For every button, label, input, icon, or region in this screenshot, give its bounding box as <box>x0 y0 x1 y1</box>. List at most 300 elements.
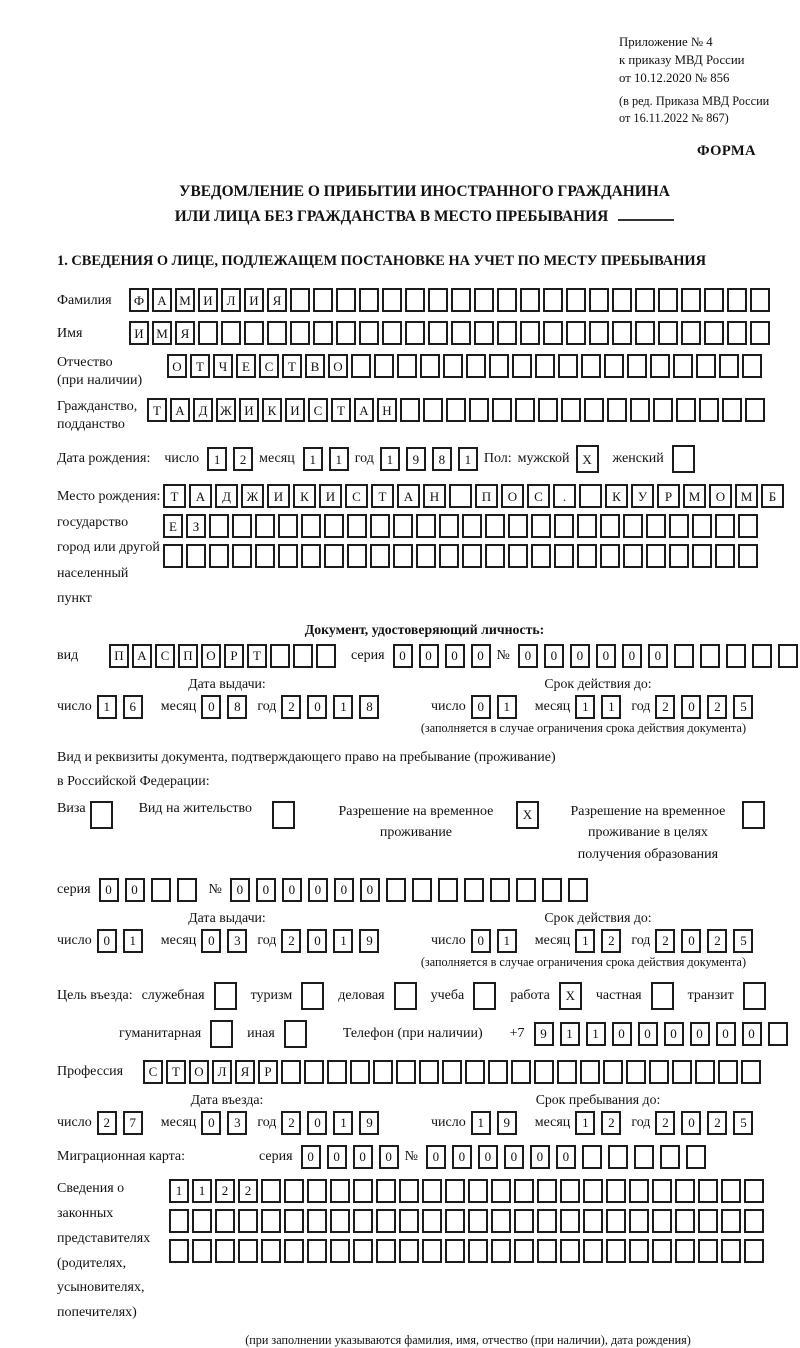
char-cell[interactable]: 1 <box>333 695 353 719</box>
char-cell[interactable] <box>719 354 739 378</box>
char-cell[interactable]: 2 <box>707 1111 727 1135</box>
char-cell[interactable]: 2 <box>97 1111 117 1135</box>
char-cell[interactable] <box>727 321 747 345</box>
char-cell[interactable] <box>330 1239 350 1263</box>
char-cell[interactable] <box>752 644 772 668</box>
char-cell[interactable] <box>497 288 517 312</box>
char-cell[interactable] <box>623 544 643 568</box>
char-cell[interactable] <box>451 288 471 312</box>
char-cell[interactable] <box>244 321 264 345</box>
char-cell[interactable] <box>290 288 310 312</box>
char-cell[interactable] <box>400 398 420 422</box>
char-cell[interactable] <box>347 514 367 538</box>
char-cell[interactable] <box>473 982 496 1010</box>
char-cell[interactable]: 1 <box>192 1179 212 1203</box>
char-cell[interactable]: 1 <box>123 929 143 953</box>
char-cell[interactable]: 0 <box>556 1145 576 1169</box>
char-cell[interactable]: 0 <box>97 929 117 953</box>
char-cell[interactable] <box>399 1239 419 1263</box>
char-cell[interactable]: 1 <box>380 447 400 471</box>
char-cell[interactable] <box>209 544 229 568</box>
char-cell[interactable] <box>726 644 746 668</box>
char-cell[interactable] <box>511 1060 531 1084</box>
char-cell[interactable]: 0 <box>353 1145 373 1169</box>
char-cell[interactable] <box>347 544 367 568</box>
char-cell[interactable] <box>192 1209 212 1233</box>
char-cell[interactable] <box>497 321 517 345</box>
char-cell[interactable] <box>554 514 574 538</box>
char-cell[interactable] <box>374 354 394 378</box>
char-cell[interactable]: 2 <box>707 695 727 719</box>
char-cell[interactable] <box>512 354 532 378</box>
char-cell[interactable] <box>428 321 448 345</box>
char-cell[interactable] <box>560 1209 580 1233</box>
char-cell[interactable]: . <box>553 484 576 508</box>
char-cell[interactable]: 0 <box>638 1022 658 1046</box>
char-cell[interactable]: X <box>559 982 582 1010</box>
char-cell[interactable] <box>442 1060 462 1084</box>
char-cell[interactable]: 2 <box>281 1111 301 1135</box>
char-cell[interactable] <box>464 878 484 902</box>
char-cell[interactable] <box>281 1060 301 1084</box>
char-cell[interactable] <box>169 1239 189 1263</box>
char-cell[interactable] <box>583 1239 603 1263</box>
char-cell[interactable]: 0 <box>125 878 145 902</box>
char-cell[interactable] <box>405 288 425 312</box>
char-cell[interactable]: 9 <box>406 447 426 471</box>
char-cell[interactable]: П <box>109 644 129 668</box>
char-cell[interactable]: 3 <box>227 929 247 953</box>
char-cell[interactable] <box>568 878 588 902</box>
char-cell[interactable]: 0 <box>471 929 491 953</box>
char-cell[interactable] <box>580 1060 600 1084</box>
char-cell[interactable] <box>704 288 724 312</box>
char-cell[interactable] <box>514 1179 534 1203</box>
char-cell[interactable] <box>169 1209 189 1233</box>
char-cell[interactable] <box>445 1179 465 1203</box>
char-cell[interactable]: Н <box>377 398 397 422</box>
char-cell[interactable] <box>270 644 290 668</box>
char-cell[interactable] <box>675 1179 695 1203</box>
char-cell[interactable]: Т <box>371 484 394 508</box>
char-cell[interactable]: И <box>267 484 290 508</box>
char-cell[interactable] <box>468 1239 488 1263</box>
char-cell[interactable]: Я <box>175 321 195 345</box>
char-cell[interactable] <box>589 288 609 312</box>
char-cell[interactable]: А <box>170 398 190 422</box>
char-cell[interactable] <box>750 288 770 312</box>
char-cell[interactable]: 1 <box>560 1022 580 1046</box>
char-cell[interactable] <box>741 1060 761 1084</box>
char-cell[interactable] <box>603 1060 623 1084</box>
char-cell[interactable] <box>419 1060 439 1084</box>
char-cell[interactable]: М <box>175 288 195 312</box>
char-cell[interactable] <box>635 321 655 345</box>
char-cell[interactable]: С <box>143 1060 163 1084</box>
char-cell[interactable] <box>324 544 344 568</box>
char-cell[interactable]: 0 <box>742 1022 762 1046</box>
char-cell[interactable] <box>560 1179 580 1203</box>
char-cell[interactable] <box>462 514 482 538</box>
char-cell[interactable]: Ж <box>241 484 264 508</box>
char-cell[interactable] <box>508 514 528 538</box>
char-cell[interactable]: О <box>328 354 348 378</box>
char-cell[interactable] <box>698 1239 718 1263</box>
char-cell[interactable]: Т <box>247 644 267 668</box>
char-cell[interactable]: 0 <box>99 878 119 902</box>
char-cell[interactable] <box>561 398 581 422</box>
char-cell[interactable] <box>284 1239 304 1263</box>
char-cell[interactable] <box>416 544 436 568</box>
char-cell[interactable]: М <box>683 484 706 508</box>
char-cell[interactable] <box>675 1209 695 1233</box>
char-cell[interactable]: 5 <box>733 1111 753 1135</box>
char-cell[interactable] <box>485 514 505 538</box>
char-cell[interactable] <box>516 878 536 902</box>
char-cell[interactable] <box>278 544 298 568</box>
char-cell[interactable]: 0 <box>518 644 538 668</box>
char-cell[interactable] <box>491 1239 511 1263</box>
char-cell[interactable] <box>646 514 666 538</box>
char-cell[interactable] <box>399 1209 419 1233</box>
char-cell[interactable]: 0 <box>301 1145 321 1169</box>
char-cell[interactable]: 0 <box>716 1022 736 1046</box>
char-cell[interactable] <box>209 514 229 538</box>
char-cell[interactable]: К <box>293 484 316 508</box>
char-cell[interactable]: 0 <box>478 1145 498 1169</box>
char-cell[interactable] <box>583 1209 603 1233</box>
char-cell[interactable] <box>445 1239 465 1263</box>
char-cell[interactable] <box>394 982 417 1010</box>
char-cell[interactable] <box>508 544 528 568</box>
char-cell[interactable] <box>445 1209 465 1233</box>
char-cell[interactable]: 0 <box>282 878 302 902</box>
char-cell[interactable] <box>313 321 333 345</box>
char-cell[interactable] <box>386 878 406 902</box>
char-cell[interactable] <box>353 1179 373 1203</box>
char-cell[interactable] <box>635 288 655 312</box>
char-cell[interactable] <box>634 1145 654 1169</box>
char-cell[interactable] <box>491 1209 511 1233</box>
char-cell[interactable] <box>301 982 324 1010</box>
char-cell[interactable]: 1 <box>575 929 595 953</box>
char-cell[interactable] <box>293 644 313 668</box>
char-cell[interactable]: П <box>178 644 198 668</box>
char-cell[interactable] <box>316 644 336 668</box>
char-cell[interactable] <box>750 321 770 345</box>
char-cell[interactable] <box>423 398 443 422</box>
char-cell[interactable] <box>177 878 197 902</box>
char-cell[interactable]: 2 <box>281 929 301 953</box>
char-cell[interactable]: Т <box>163 484 186 508</box>
char-cell[interactable] <box>382 288 402 312</box>
char-cell[interactable]: С <box>259 354 279 378</box>
char-cell[interactable] <box>443 354 463 378</box>
char-cell[interactable]: 0 <box>596 644 616 668</box>
char-cell[interactable] <box>351 354 371 378</box>
char-cell[interactable]: Л <box>212 1060 232 1084</box>
char-cell[interactable]: Р <box>258 1060 278 1084</box>
char-cell[interactable] <box>261 1179 281 1203</box>
char-cell[interactable]: 1 <box>497 695 517 719</box>
char-cell[interactable] <box>359 288 379 312</box>
char-cell[interactable] <box>278 514 298 538</box>
char-cell[interactable] <box>600 514 620 538</box>
char-cell[interactable]: 3 <box>227 1111 247 1135</box>
char-cell[interactable]: З <box>186 514 206 538</box>
char-cell[interactable] <box>743 982 766 1010</box>
char-cell[interactable]: 8 <box>227 695 247 719</box>
char-cell[interactable] <box>330 1209 350 1233</box>
char-cell[interactable] <box>744 1209 764 1233</box>
char-cell[interactable] <box>301 544 321 568</box>
char-cell[interactable] <box>660 1145 680 1169</box>
char-cell[interactable]: 0 <box>648 644 668 668</box>
char-cell[interactable]: 1 <box>329 447 349 471</box>
char-cell[interactable]: 0 <box>256 878 276 902</box>
char-cell[interactable] <box>692 514 712 538</box>
char-cell[interactable] <box>577 514 597 538</box>
char-cell[interactable] <box>336 321 356 345</box>
char-cell[interactable]: 1 <box>575 1111 595 1135</box>
char-cell[interactable] <box>537 1179 557 1203</box>
char-cell[interactable] <box>438 878 458 902</box>
char-cell[interactable] <box>393 514 413 538</box>
char-cell[interactable] <box>261 1209 281 1233</box>
char-cell[interactable] <box>376 1239 396 1263</box>
char-cell[interactable]: 0 <box>334 878 354 902</box>
char-cell[interactable] <box>462 544 482 568</box>
char-cell[interactable]: М <box>735 484 758 508</box>
char-cell[interactable]: 0 <box>544 644 564 668</box>
char-cell[interactable]: 1 <box>575 695 595 719</box>
char-cell[interactable]: О <box>167 354 187 378</box>
char-cell[interactable] <box>198 321 218 345</box>
char-cell[interactable] <box>738 544 758 568</box>
char-cell[interactable]: И <box>319 484 342 508</box>
char-cell[interactable]: 0 <box>530 1145 550 1169</box>
char-cell[interactable] <box>700 644 720 668</box>
char-cell[interactable] <box>744 1239 764 1263</box>
char-cell[interactable]: 0 <box>452 1145 472 1169</box>
char-cell[interactable] <box>681 321 701 345</box>
char-cell[interactable] <box>612 321 632 345</box>
char-cell[interactable]: 9 <box>534 1022 554 1046</box>
char-cell[interactable] <box>589 321 609 345</box>
char-cell[interactable] <box>255 514 275 538</box>
char-cell[interactable] <box>606 1239 626 1263</box>
char-cell[interactable] <box>658 288 678 312</box>
char-cell[interactable] <box>373 1060 393 1084</box>
char-cell[interactable] <box>353 1239 373 1263</box>
char-cell[interactable] <box>742 801 765 829</box>
char-cell[interactable] <box>336 288 356 312</box>
char-cell[interactable] <box>538 398 558 422</box>
char-cell[interactable] <box>370 544 390 568</box>
char-cell[interactable] <box>557 1060 577 1084</box>
char-cell[interactable]: 2 <box>233 447 253 471</box>
char-cell[interactable]: 6 <box>123 695 143 719</box>
char-cell[interactable]: 8 <box>432 447 452 471</box>
char-cell[interactable] <box>652 1209 672 1233</box>
char-cell[interactable] <box>485 544 505 568</box>
char-cell[interactable] <box>623 514 643 538</box>
char-cell[interactable]: 1 <box>601 695 621 719</box>
char-cell[interactable]: Ф <box>129 288 149 312</box>
char-cell[interactable] <box>669 544 689 568</box>
char-cell[interactable] <box>534 1060 554 1084</box>
char-cell[interactable] <box>629 1239 649 1263</box>
char-cell[interactable] <box>543 288 563 312</box>
char-cell[interactable] <box>396 1060 416 1084</box>
char-cell[interactable] <box>560 1239 580 1263</box>
char-cell[interactable]: С <box>345 484 368 508</box>
char-cell[interactable] <box>652 1239 672 1263</box>
char-cell[interactable] <box>629 1209 649 1233</box>
char-cell[interactable]: Е <box>163 514 183 538</box>
char-cell[interactable] <box>673 354 693 378</box>
char-cell[interactable] <box>238 1209 258 1233</box>
char-cell[interactable]: 0 <box>201 1111 221 1135</box>
char-cell[interactable] <box>422 1239 442 1263</box>
char-cell[interactable]: Р <box>657 484 680 508</box>
char-cell[interactable]: 9 <box>359 929 379 953</box>
char-cell[interactable] <box>327 1060 347 1084</box>
char-cell[interactable] <box>272 801 295 829</box>
char-cell[interactable]: 2 <box>707 929 727 953</box>
char-cell[interactable] <box>607 398 627 422</box>
char-cell[interactable]: С <box>527 484 550 508</box>
char-cell[interactable] <box>652 1179 672 1203</box>
char-cell[interactable]: 0 <box>622 644 642 668</box>
char-cell[interactable]: Я <box>267 288 287 312</box>
char-cell[interactable] <box>330 1179 350 1203</box>
char-cell[interactable] <box>646 544 666 568</box>
char-cell[interactable] <box>267 321 287 345</box>
char-cell[interactable] <box>313 288 333 312</box>
char-cell[interactable]: П <box>475 484 498 508</box>
char-cell[interactable]: 0 <box>307 1111 327 1135</box>
char-cell[interactable] <box>554 544 574 568</box>
char-cell[interactable] <box>778 644 798 668</box>
char-cell[interactable] <box>566 321 586 345</box>
char-cell[interactable] <box>307 1179 327 1203</box>
char-cell[interactable] <box>629 1179 649 1203</box>
char-cell[interactable] <box>210 1020 233 1048</box>
char-cell[interactable]: 0 <box>201 695 221 719</box>
char-cell[interactable]: 0 <box>504 1145 524 1169</box>
char-cell[interactable] <box>742 354 762 378</box>
char-cell[interactable] <box>428 288 448 312</box>
char-cell[interactable] <box>90 801 113 829</box>
char-cell[interactable]: 1 <box>207 447 227 471</box>
char-cell[interactable] <box>579 484 602 508</box>
char-cell[interactable]: 0 <box>393 644 413 668</box>
char-cell[interactable] <box>695 1060 715 1084</box>
char-cell[interactable]: 5 <box>733 929 753 953</box>
char-cell[interactable] <box>151 878 171 902</box>
char-cell[interactable] <box>520 321 540 345</box>
char-cell[interactable]: 0 <box>308 878 328 902</box>
char-cell[interactable]: 1 <box>471 1111 491 1135</box>
char-cell[interactable] <box>393 544 413 568</box>
char-cell[interactable] <box>699 398 719 422</box>
char-cell[interactable] <box>542 878 562 902</box>
char-cell[interactable]: Т <box>147 398 167 422</box>
char-cell[interactable] <box>721 1239 741 1263</box>
char-cell[interactable]: У <box>631 484 654 508</box>
char-cell[interactable] <box>192 1239 212 1263</box>
char-cell[interactable]: 8 <box>359 695 379 719</box>
char-cell[interactable]: 2 <box>655 1111 675 1135</box>
char-cell[interactable] <box>577 544 597 568</box>
char-cell[interactable]: 0 <box>471 695 491 719</box>
char-cell[interactable]: 2 <box>281 695 301 719</box>
char-cell[interactable]: 2 <box>601 929 621 953</box>
char-cell[interactable]: И <box>239 398 259 422</box>
char-cell[interactable]: 2 <box>655 929 675 953</box>
char-cell[interactable]: 2 <box>215 1179 235 1203</box>
char-cell[interactable] <box>543 321 563 345</box>
char-cell[interactable] <box>422 1179 442 1203</box>
char-cell[interactable] <box>698 1209 718 1233</box>
char-cell[interactable]: 2 <box>601 1111 621 1135</box>
char-cell[interactable] <box>581 354 601 378</box>
char-cell[interactable]: А <box>189 484 212 508</box>
char-cell[interactable] <box>466 354 486 378</box>
char-cell[interactable] <box>416 514 436 538</box>
char-cell[interactable] <box>324 514 344 538</box>
char-cell[interactable] <box>583 1179 603 1203</box>
char-cell[interactable] <box>439 514 459 538</box>
char-cell[interactable]: Т <box>282 354 302 378</box>
char-cell[interactable]: Н <box>423 484 446 508</box>
char-cell[interactable] <box>490 878 510 902</box>
char-cell[interactable]: Т <box>331 398 351 422</box>
char-cell[interactable]: К <box>605 484 628 508</box>
char-cell[interactable]: 0 <box>307 929 327 953</box>
char-cell[interactable] <box>537 1239 557 1263</box>
char-cell[interactable] <box>674 644 694 668</box>
char-cell[interactable]: К <box>262 398 282 422</box>
char-cell[interactable] <box>658 321 678 345</box>
char-cell[interactable] <box>397 354 417 378</box>
char-cell[interactable] <box>420 354 440 378</box>
char-cell[interactable] <box>531 514 551 538</box>
char-cell[interactable] <box>284 1020 307 1048</box>
char-cell[interactable] <box>350 1060 370 1084</box>
char-cell[interactable] <box>649 1060 669 1084</box>
char-cell[interactable]: 0 <box>307 695 327 719</box>
char-cell[interactable] <box>232 514 252 538</box>
char-cell[interactable]: 2 <box>238 1179 258 1203</box>
char-cell[interactable]: 1 <box>333 1111 353 1135</box>
char-cell[interactable] <box>468 1209 488 1233</box>
char-cell[interactable] <box>520 288 540 312</box>
char-cell[interactable] <box>531 544 551 568</box>
char-cell[interactable]: X <box>576 445 599 473</box>
char-cell[interactable] <box>514 1239 534 1263</box>
char-cell[interactable] <box>376 1209 396 1233</box>
char-cell[interactable] <box>630 398 650 422</box>
char-cell[interactable] <box>675 1239 695 1263</box>
char-cell[interactable]: 0 <box>664 1022 684 1046</box>
char-cell[interactable]: Д <box>193 398 213 422</box>
char-cell[interactable]: 1 <box>586 1022 606 1046</box>
char-cell[interactable]: О <box>709 484 732 508</box>
char-cell[interactable]: И <box>198 288 218 312</box>
char-cell[interactable] <box>307 1209 327 1233</box>
